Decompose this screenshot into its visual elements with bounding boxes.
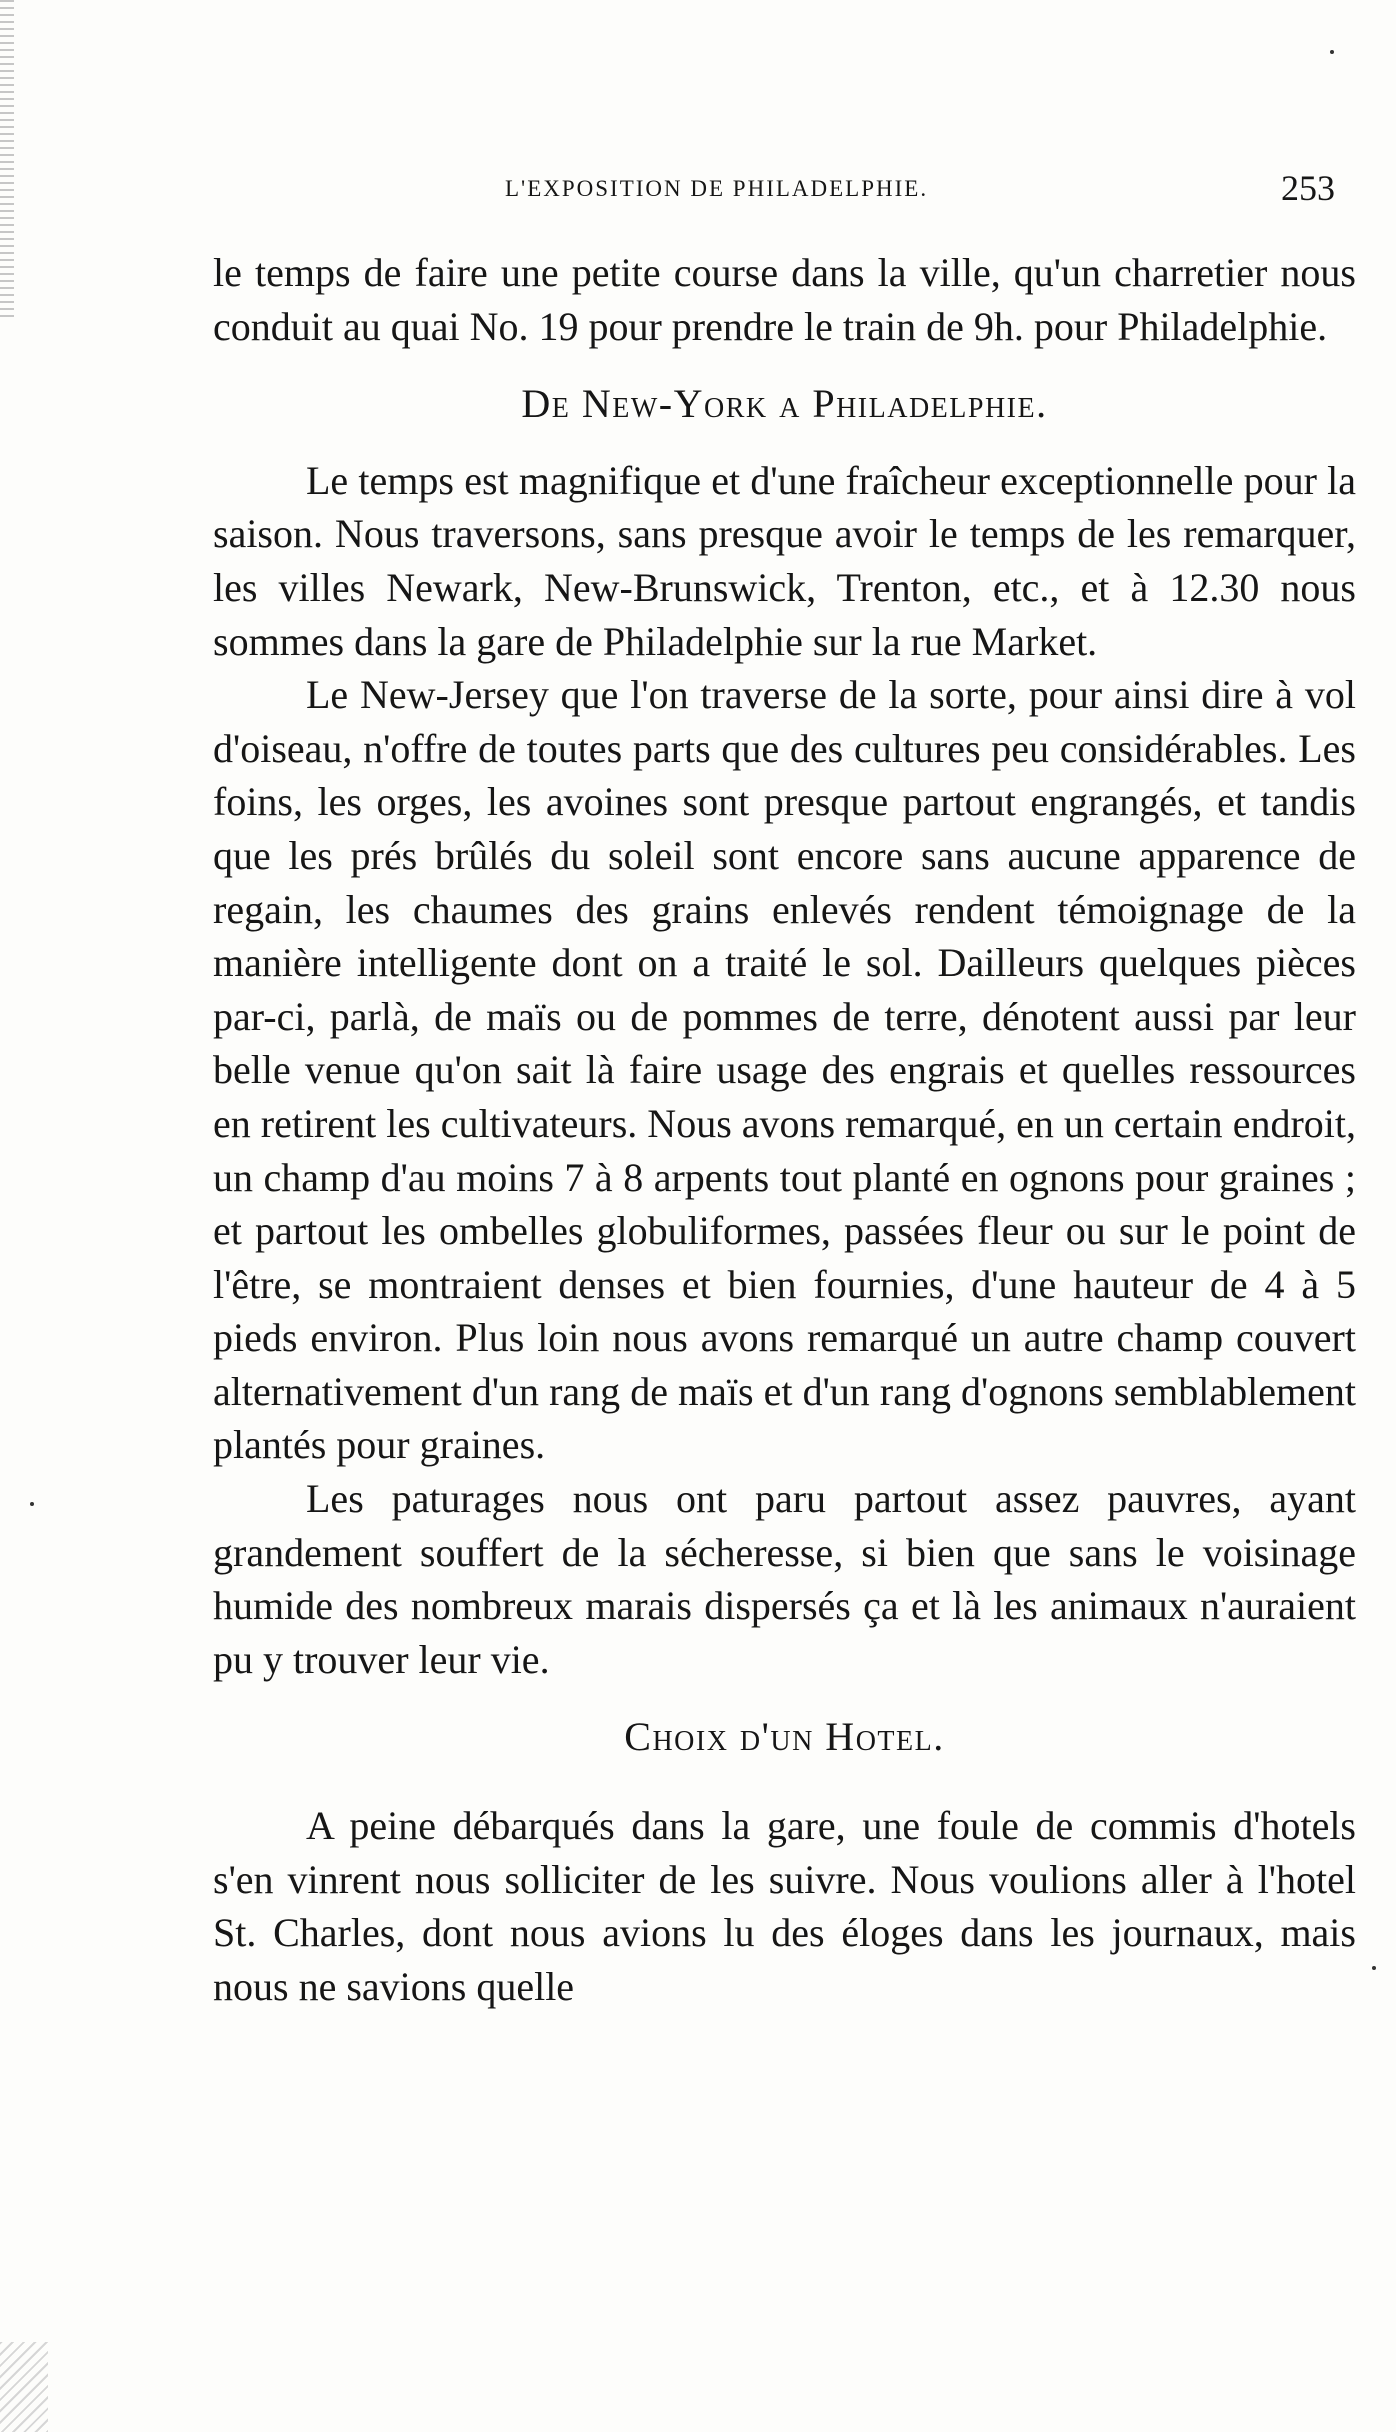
paragraph: Les paturages nous ont paru partout assez pauvres, ayant grandement souffert de la sécheresse, si bien que sans le voisinage humide des nombreux marais dispersés ça et là les animaux n'auraient pu y trouver leur vie. xyxy=(213,1476,1356,1682)
page-corner-shadow xyxy=(0,2342,48,2432)
page-number: 253 xyxy=(1281,168,1335,208)
print-speck xyxy=(30,1502,34,1506)
running-title: L'EXPOSITION DE PHILADELPHIE. xyxy=(505,176,929,201)
section-heading-new-york-philadelphie: De New-York a Philadelphie. xyxy=(521,381,1048,427)
spacer xyxy=(213,1787,1356,1799)
paragraph: Le temps est magnifique et d'une fraîcheur exceptionnelle pour la saison. Nous traversons, sans presque avoir le temps de les remarquer, les villes Newark, New-Brunswick, Trenton, etc., et à 12.30 nous sommes dans la gare de Philadelphie sur la rue Market. xyxy=(213,457,1356,664)
paragraph-intro: le temps de faire une petite course dans la ville, qu'un charretier nous conduit au quai No. 19 pour prendre le train de 9h. pour Philadelphie. xyxy=(213,250,1356,349)
print-speck xyxy=(1372,1966,1376,1970)
section-heading-choix-hotel: Choix d'un Hotel. xyxy=(624,1714,945,1760)
page-edge-shadow xyxy=(0,0,14,320)
paragraph: Le New-Jersey que l'on traverse de la sorte, pour ainsi dire à vol d'oiseau, n'offre de toutes parts que des cultures peu considérables. Les foins, les orges, les avoines sont presque partout engrangés, et tandis que les prés brûlés du soleil sont encore sans aucune apparence de regain, les chaumes des grains enlevés rendent témoignage de la manière intelligente dont on a traité le sol. Dailleurs quelques pièces par-ci, parlà, de maïs ou de pommes de terre, dénotent aussi par leur belle venue qu'on sait là faire usage des engrais et quelles ressources en retirent les cultivateurs. Nous avons remarqué, en un certain endroit, un champ d'au moins 7 à 8 arpents tout planté en ognons pour graines ; et partout les ombelles globuliformes, passées fleur ou sur le point de l'être, se montraient denses et bien fournies, d'une hauteur de 4 à 5 pieds environ. Plus loin nous avons remarqué un autre champ couvert alternativement d'un rang de maïs et d'un rang d'ognons semblablement plantés pour graines. xyxy=(213,672,1356,1468)
paragraph: A peine débarqués dans la gare, une foule de commis d'hotels s'en vinrent nous solliciter de les suivre. Nous voulions aller à l'hotel St. Charles, dont nous avions lu des éloges dans les journaux, mais nous ne savions quelle xyxy=(213,1803,1356,2009)
print-speck xyxy=(1330,50,1334,54)
body-text xyxy=(213,246,1356,2013)
